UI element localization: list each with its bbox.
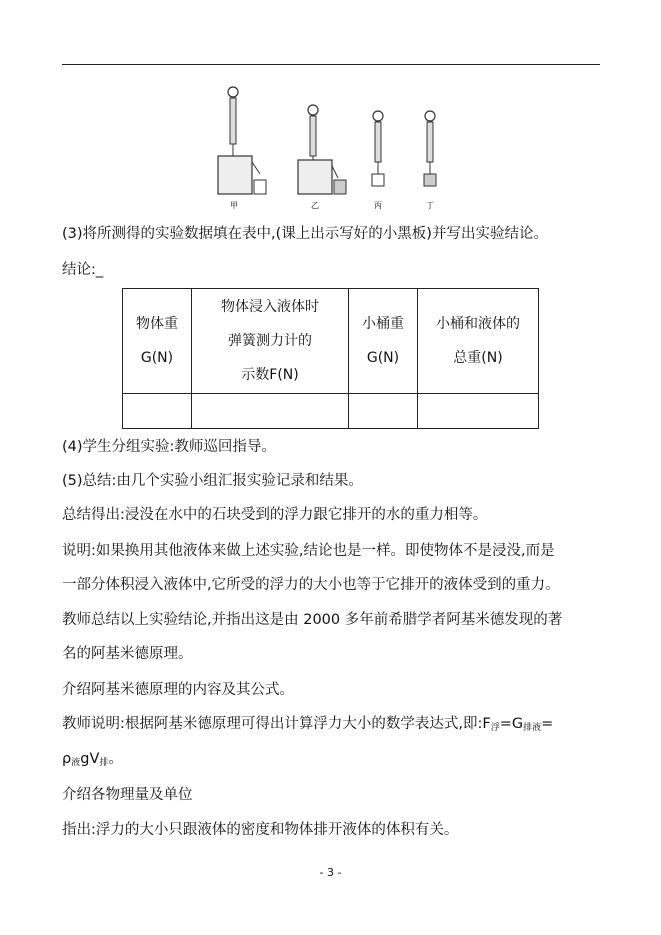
archimedes-intro: 介绍阿基米德原理的内容及其公式。 — [62, 682, 294, 698]
table-cell — [123, 394, 192, 429]
table-header-row — [123, 289, 539, 394]
setup-bing — [372, 111, 384, 186]
table-cell — [192, 394, 349, 429]
buoyancy-factors: 指出:浮力的大小只跟液体的密度和物体排开液体的体积有关。 — [62, 822, 459, 838]
figure-label-bing: 丙 — [374, 201, 382, 210]
setup-ding — [424, 111, 436, 186]
teacher-summary-line-2: 名的阿基米德原理。 — [62, 646, 193, 662]
experiment-figure — [210, 84, 450, 214]
step-5-text: (5)总结:由几个实验小组汇报实验记录和结果。 — [62, 473, 363, 489]
header-rule — [62, 64, 600, 65]
header-spring-scale-reading: 物体浸入液体时 弹簧测力计的 示数F(N) — [192, 289, 349, 394]
table-row — [123, 394, 539, 429]
table-cell — [418, 394, 539, 429]
quantities-intro: 介绍各物理量及单位 — [62, 787, 193, 803]
figure-label-yi: 乙 — [311, 201, 319, 210]
explanation-line-2: 一部分体积浸入液体中,它所受的浮力的大小也等于它排开的液体受到的重力。 — [62, 577, 560, 593]
explanation-line-1: 说明:如果换用其他液体来做上述实验,结论也是一样。即使物体不是浸没,而是 — [62, 543, 555, 559]
figure-label-ding: 丁 — [426, 201, 434, 210]
header-bucket-weight: 小桶重 G(N) — [349, 289, 418, 394]
conclusion-label: 结论:_ — [62, 262, 104, 278]
step-3-text: (3)将所测得的实验数据填在表中,(课上出示写好的小黑板)并写出实验结论。 — [62, 226, 548, 242]
setup-jia — [218, 87, 266, 194]
header-object-weight: 物体重 G(N) — [123, 289, 192, 394]
figure-label-jia: 甲 — [230, 201, 238, 210]
header-bucket-liquid-total: 小桶和液体的 总重(N) — [418, 289, 539, 394]
formula-line-1: 教师说明:根据阿基米德原理可得出计算浮力大小的数学表达式,即$:F_浮=G_{排液}=$ — [62, 716, 554, 733]
step-4-text: (4)学生分组实验:教师巡回指导。 — [62, 439, 276, 455]
summary-text: 总结得出:浸没在水中的石块受到的浮力跟它排开的水的重力相等。 — [62, 507, 488, 523]
table-cell — [349, 394, 418, 429]
data-table — [122, 288, 539, 429]
formula-line-2: $\rho_液gV_排$。 — [62, 751, 123, 768]
teacher-summary-line-1: 教师总结以上实验结论,并指出这是由 2000 多年前希腊学者阿基米德发现的著 — [62, 612, 563, 628]
page-number: - 3 - — [319, 866, 342, 879]
setup-yi — [298, 105, 346, 194]
